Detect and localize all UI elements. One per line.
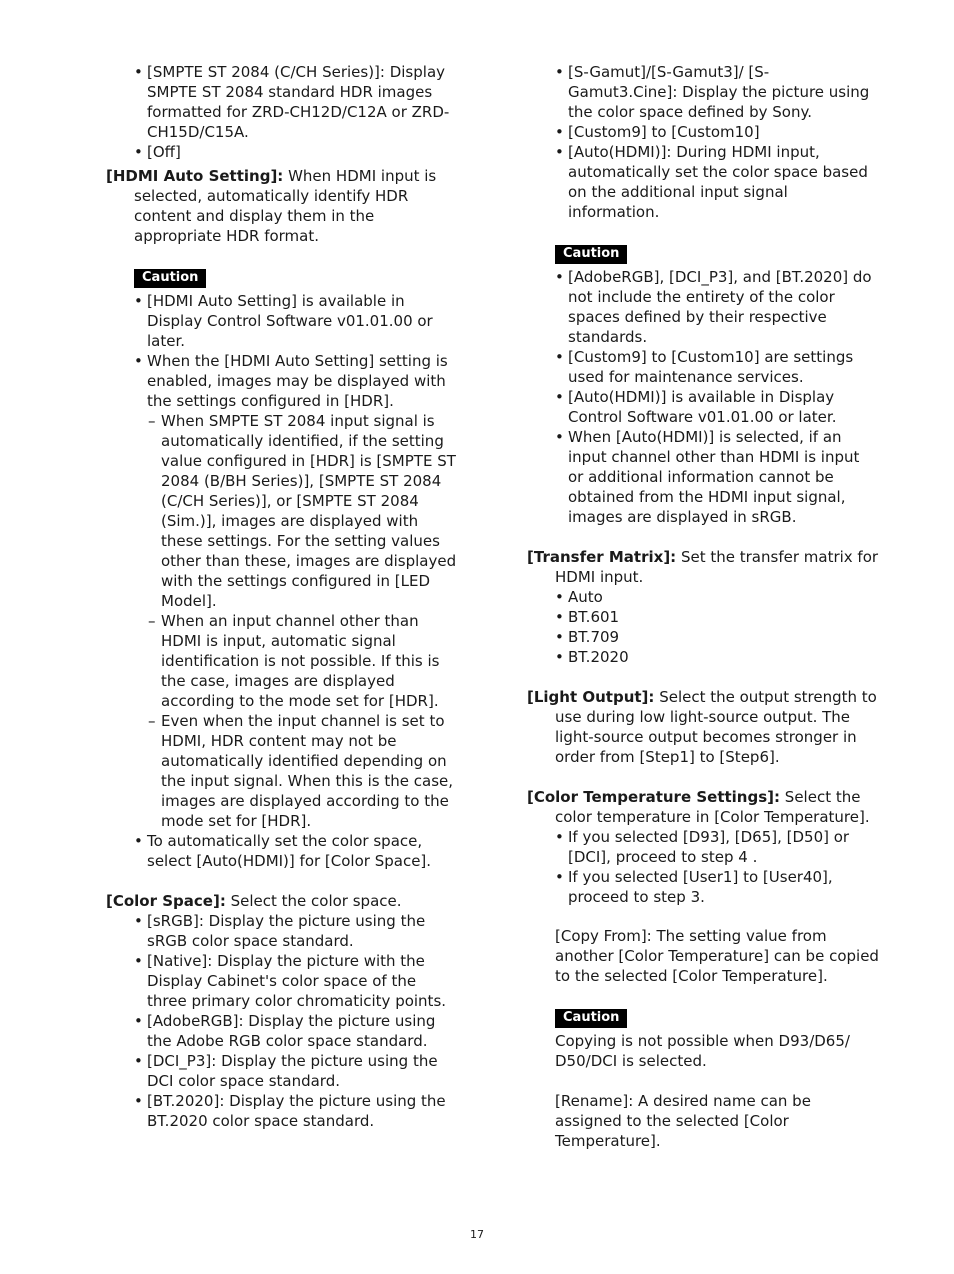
definition-text: Select the output strength to use during low light-source output. The light-source output becomes stronger in order from [Step1] to [Step6]. bbox=[555, 688, 877, 766]
definition-text: Select the color temperature in [Color Temperature]. bbox=[555, 788, 870, 826]
list-item: • When [Auto(HDMI)] is selected, if an input channel other than HDMI is input or additional information cannot be obtained from the HDMI input signal, images are displayed in sRGB. bbox=[527, 427, 879, 527]
caution-badge: Caution bbox=[555, 1009, 627, 1028]
list-item: • [Custom9] to [Custom10] are settings used for maintenance services. bbox=[527, 347, 879, 387]
list-item: • If you selected [D93], [D65], [D50] or [DCI], proceed to step 4 . bbox=[527, 827, 879, 867]
left-column bbox=[106, 62, 458, 1131]
sub-list-item: – When an input channel other than HDMI is input, automatic signal identification is not possible. If this is the case, images are displayed according to the mode set for [HDR]. bbox=[106, 611, 458, 711]
list-item: • BT.2020 bbox=[527, 647, 879, 667]
list-item: • BT.709 bbox=[527, 627, 879, 647]
page-number: 17 bbox=[470, 1228, 484, 1241]
definition-text: Set the transfer matrix for HDMI input. bbox=[555, 548, 879, 586]
right-column bbox=[527, 62, 879, 1151]
list-item: • [AdobeRGB], [DCI_P3], and [BT.2020] do not include the entirety of the color spaces defined by their respective standards. bbox=[527, 267, 879, 347]
list-item: • [HDMI Auto Setting] is available in Display Control Software v01.01.00 or later. bbox=[106, 291, 458, 351]
list-item: • [Auto(HDMI)]: During HDMI input, automatically set the color space based on the additional input signal information. bbox=[527, 142, 879, 222]
definition-text: When HDMI input is selected, automatically identify HDR content and display them in the appropriate HDR format. bbox=[134, 167, 437, 245]
list-item: • [SMPTE ST 2084 (C/CH Series)]: Display SMPTE ST 2084 standard HDR images formatted for ZRD-CH12D/C12A or ZRD-CH15D/C15A. bbox=[106, 62, 458, 142]
transfer-matrix-definition bbox=[527, 547, 879, 587]
caution-badge: Caution bbox=[555, 245, 627, 264]
sub-list-item: – When SMPTE ST 2084 input signal is automatically identified, if the setting value configured in [HDR] is [SMPTE ST 2084 (B/BH Series)], [SMPTE ST 2084 (C/CH Series)], or [SMPTE ST 2084 (Sim.)], images are displayed with these settings. For the setting values other than these, images are displayed with the settings configured in [LED Model]. bbox=[106, 411, 458, 611]
definition-term: [HDMI Auto Setting]: bbox=[106, 167, 284, 185]
definition-term: [Light Output]: bbox=[527, 688, 655, 706]
list-item: • [AdobeRGB]: Display the picture using the Adobe RGB color space standard. bbox=[106, 1011, 458, 1051]
list-item: • Auto bbox=[527, 587, 879, 607]
color-space-definition bbox=[106, 891, 458, 911]
definition-text: Select the color space. bbox=[230, 892, 402, 910]
caution-text: Copying is not possible when D93/D65/ D50/DCI is selected. bbox=[555, 1032, 850, 1070]
definition-term: [Color Space]: bbox=[106, 892, 226, 910]
light-output-definition bbox=[527, 687, 879, 767]
sub-list-item: – Even when the input channel is set to HDMI, HDR content may not be automatically identified depending on the input signal. When this is the case, images are displayed according to the mode set for [HDR]. bbox=[106, 711, 458, 831]
list-item: • [DCI_P3]: Display the picture using the DCI color space standard. bbox=[106, 1051, 458, 1091]
rename-paragraph: [Rename]: A desired name can be assigned to the selected [Color Temperature]. bbox=[555, 1092, 811, 1150]
list-item: • To automatically set the color space, select [Auto(HDMI)] for [Color Space]. bbox=[106, 831, 458, 871]
list-item: • [BT.2020]: Display the picture using the BT.2020 color space standard. bbox=[106, 1091, 458, 1131]
hdmi-auto-setting-definition bbox=[106, 166, 458, 246]
list-item: • [Custom9] to [Custom10] bbox=[527, 122, 879, 142]
color-temperature-definition bbox=[527, 787, 879, 827]
copy-from-paragraph: [Copy From]: The setting value from another [Color Temperature] can be copied to the selected [Color Temperature]. bbox=[555, 927, 879, 985]
list-item: • If you selected [User1] to [User40], proceed to step 3. bbox=[527, 867, 879, 907]
definition-term: [Transfer Matrix]: bbox=[527, 548, 677, 566]
list-item: • [sRGB]: Display the picture using the sRGB color space standard. bbox=[106, 911, 458, 951]
list-item: • [Off] bbox=[106, 142, 458, 162]
list-item: • When the [HDMI Auto Setting] setting is enabled, images may be displayed with the settings configured in [HDR]. bbox=[106, 351, 458, 411]
list-item: • [Native]: Display the picture with the Display Cabinet's color space of the three primary color chromaticity points. bbox=[106, 951, 458, 1011]
list-item: • [Auto(HDMI)] is available in Display Control Software v01.01.00 or later. bbox=[527, 387, 879, 427]
caution-badge: Caution bbox=[134, 269, 206, 288]
definition-term: [Color Temperature Settings]: bbox=[527, 788, 781, 806]
list-item: • [S-Gamut]/[S-Gamut3]/ [S-Gamut3.Cine]: Display the picture using the color space defined by Sony. bbox=[527, 62, 879, 122]
list-item: • BT.601 bbox=[527, 607, 879, 627]
